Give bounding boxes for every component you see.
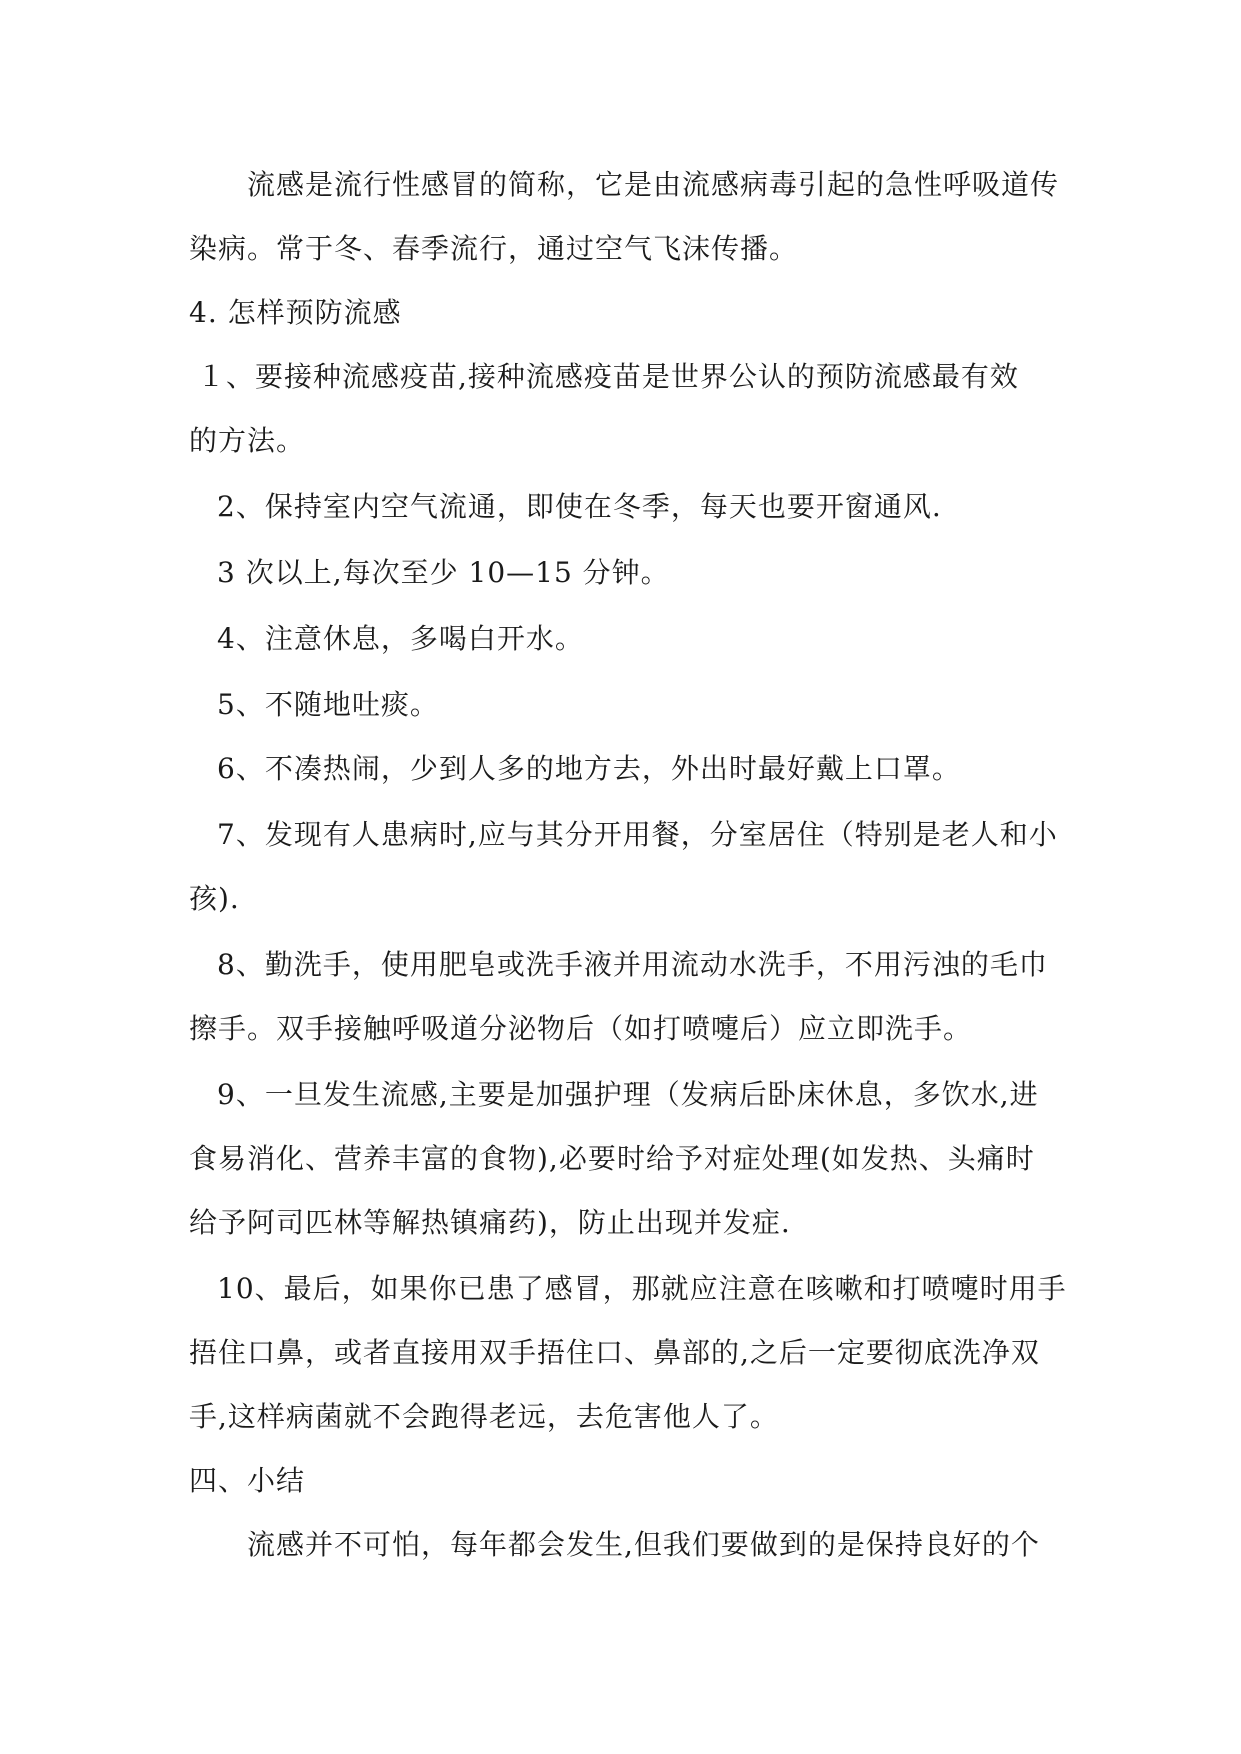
paragraph-line: 染病。常于冬、春季流行，通过空气飞沫传播。 xyxy=(189,232,799,265)
list-item: 6、不凑热闹，少到人多的地方去，外出时最好戴上口罩。 xyxy=(217,752,961,785)
paragraph-line: 手,这样病菌就不会跑得老远，去危害他人了。 xyxy=(189,1400,779,1433)
paragraph-line: 给予阿司匹林等解热镇痛药)，防止出现并发症. xyxy=(189,1206,791,1239)
paragraph-line: 擦手。双手接触呼吸道分泌物后（如打喷嚏后）应立即洗手。 xyxy=(189,1012,973,1045)
list-item: 9、一旦发生流感,主要是加强护理（发病后卧床休息，多饮水,进 xyxy=(217,1078,1039,1111)
paragraph-line: 流感是流行性感冒的简称，它是由流感病毒引起的急性呼吸道传 xyxy=(247,168,1060,201)
list-item: 8、勤洗手，使用肥皂或洗手液并用流动水洗手，不用污浊的毛巾 xyxy=(217,948,1048,981)
list-item: 5、不随地吐痰。 xyxy=(217,688,439,721)
paragraph-line: 流感并不可怕，每年都会发生,但我们要做到的是保持良好的个 xyxy=(247,1528,1040,1561)
list-item: 10、最后，如果你已患了感冒，那就应注意在咳嗽和打喷嚏时用手 xyxy=(217,1272,1067,1305)
section-heading: 4. 怎样预防流感 xyxy=(189,296,402,329)
paragraph-line: 的方法。 xyxy=(189,424,306,457)
list-item: 3 次以上,每次至少 10—15 分钟。 xyxy=(217,556,670,589)
paragraph-line: 孩). xyxy=(189,882,240,915)
list-item: 7、发现有人患病时,应与其分开用餐，分室居住（特别是老人和小 xyxy=(217,818,1058,851)
paragraph-line: 食易消化、营养丰富的食物),必要时给予对症处理(如发热、头痛时 xyxy=(189,1142,1035,1175)
section-heading: 四、小结 xyxy=(189,1464,306,1497)
paragraph-line: 捂住口鼻，或者直接用双手捂住口、鼻部的,之后一定要彻底洗净双 xyxy=(189,1336,1040,1369)
list-item: １、要接种流感疫苗,接种流感疫苗是世界公认的预防流感最有效 xyxy=(197,360,1019,393)
list-item: 4、注意休息，多喝白开水。 xyxy=(217,622,584,655)
list-item: 2、保持室内空气流通，即使在冬季，每天也要开窗通风. xyxy=(217,490,942,523)
